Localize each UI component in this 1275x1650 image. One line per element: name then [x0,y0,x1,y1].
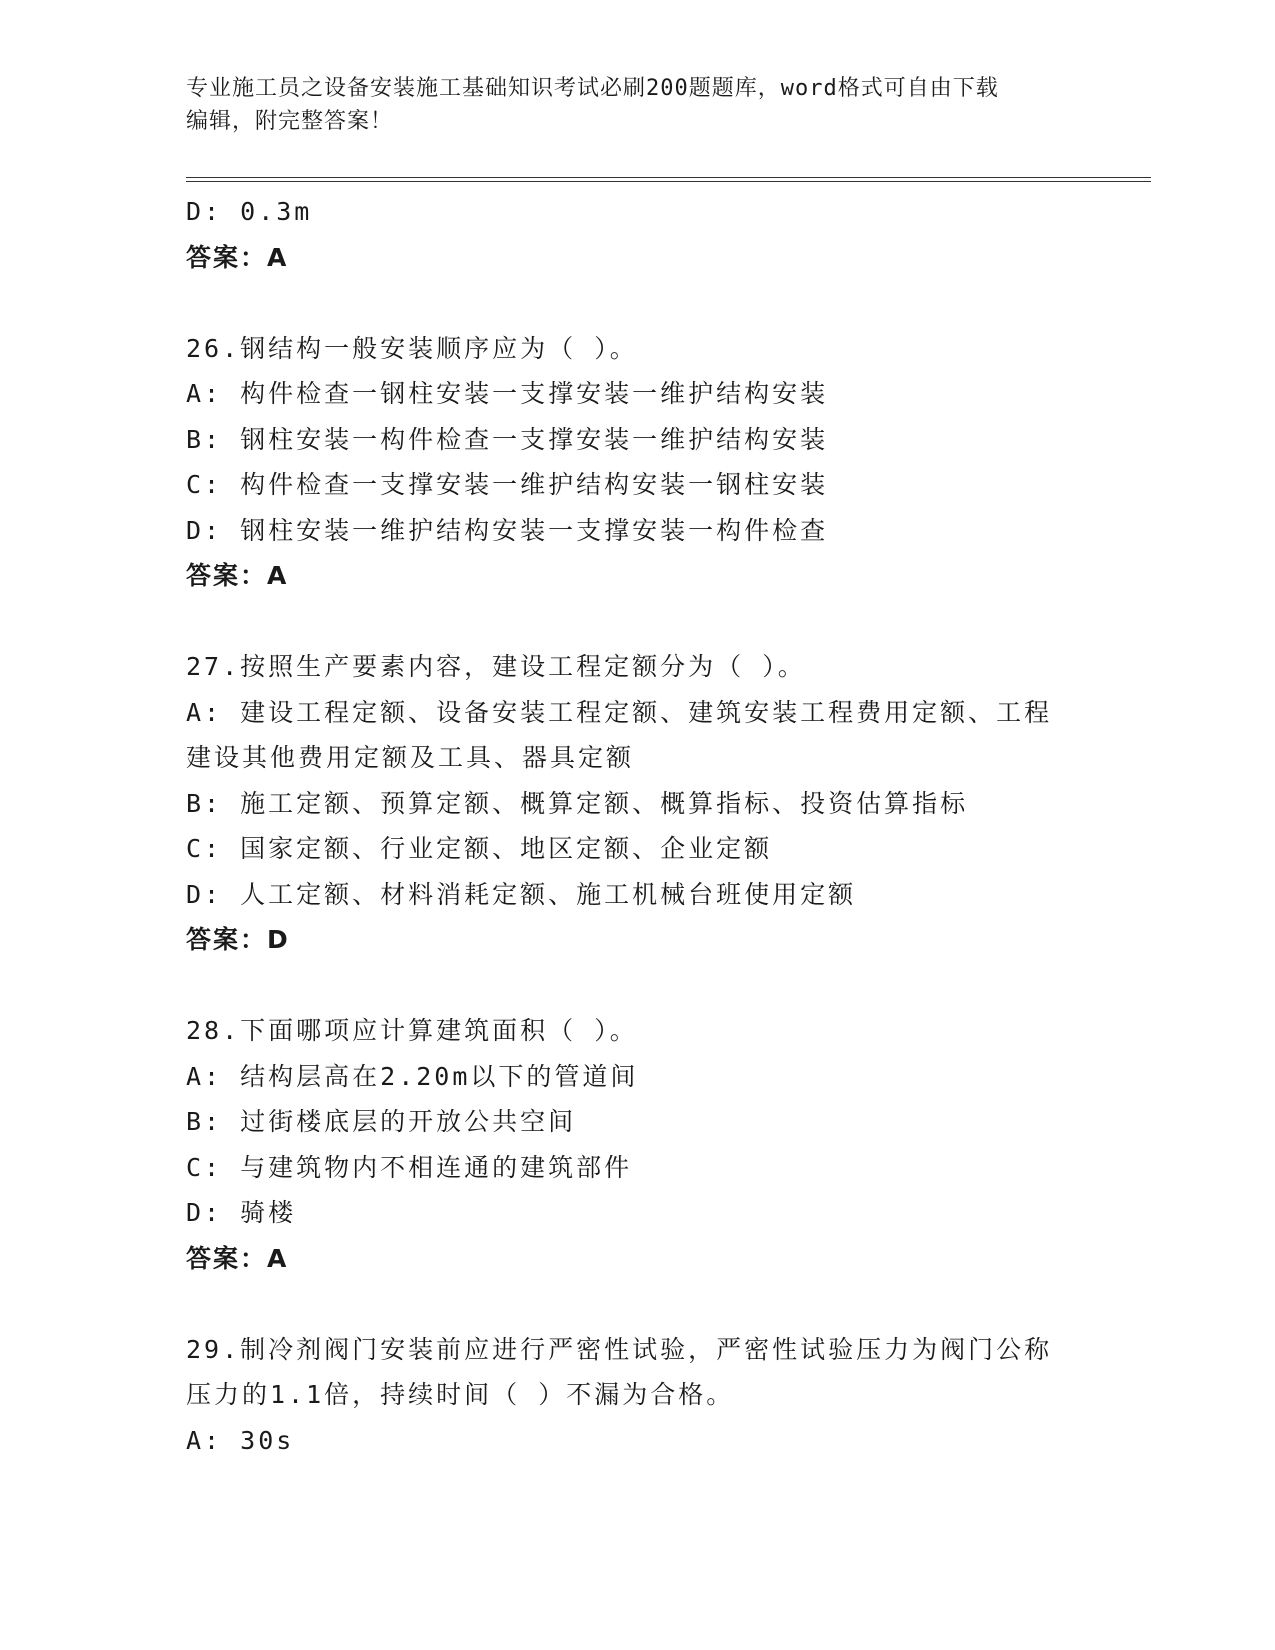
option-a: A: 构件检查一钢柱安装一支撑安装一维护结构安装 [186,379,829,408]
option-b: B: 过街楼底层的开放公共空间 [186,1107,577,1136]
header-title-line-2: 编辑，附完整答案！ [186,109,394,134]
option-a: A: 30s [186,1425,295,1455]
question-text: 29.制冷剂阀门安装前应进行严密性试验，严密性试验压力为阀门公称 [186,1334,1053,1364]
option-d: D: 0.3m [186,197,313,226]
option-d: D: 钢柱安装一维护结构安装一支撑安装一构件检查 [186,515,829,545]
answer-line: 答案：A [186,1243,289,1273]
question-text: 26.钢结构一般安装顺序应为（ ）。 [186,333,638,363]
question-26 [186,326,1086,599]
option-d: D: 骑楼 [186,1198,297,1227]
document-header [186,72,1086,138]
option-a: A: 结构层高在2.20m以下的管道间 [186,1061,639,1091]
header-title-line-1: 专业施工员之设备安装施工基础知识考试必刷200题题库，word格式可自由下载 [186,76,999,101]
question-29 [186,1327,1086,1464]
question-text-continuation: 压力的1.1倍，持续时间（ ）不漏为合格。 [186,1380,735,1409]
answer-line: 答案：A [186,242,289,272]
answer-line: 答案：A [186,561,289,590]
question-list [186,189,1086,1463]
question-text: 28.下面哪项应计算建筑面积（ ）。 [186,1016,638,1045]
spacer [186,1281,1086,1327]
option-a-continuation: 建设其他费用定额及工具、器具定额 [186,743,635,772]
option-a: A: 建设工程定额、设备安装工程定额、建筑安装工程费用定额、工程 [186,697,1053,727]
spacer [186,599,1086,645]
spacer [186,963,1086,1009]
header-divider-top [186,177,1151,178]
question-25-tail [186,189,1086,280]
question-27 [186,644,1086,963]
option-c: C: 国家定额、行业定额、地区定额、企业定额 [186,834,773,863]
option-d: D: 人工定额、材料消耗定额、施工机械台班使用定额 [186,879,857,909]
spacer [186,280,1086,326]
option-b: B: 施工定额、预算定额、概算定额、概算指标、投资估算指标 [186,788,969,818]
option-b: B: 钢柱安装一构件检查一支撑安装一维护结构安装 [186,424,829,454]
question-text: 27.按照生产要素内容，建设工程定额分为（ ）。 [186,652,806,681]
option-c: C: 与建筑物内不相连通的建筑部件 [186,1152,633,1182]
header-divider-bottom [186,181,1151,182]
answer-line: 答案：D [186,925,290,954]
option-c: C: 构件检查一支撑安装一维护结构安装一钢柱安装 [186,470,829,499]
question-28 [186,1008,1086,1281]
